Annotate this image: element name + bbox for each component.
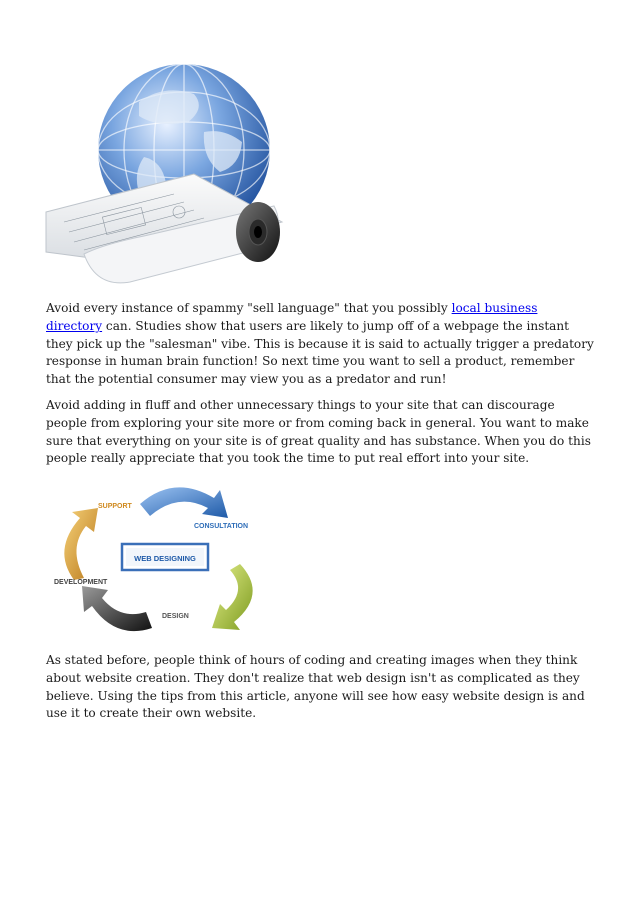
blue-arrow-icon — [140, 487, 228, 518]
web-design-cycle-diagram — [44, 478, 276, 638]
local-business-directory-link[interactable]: local business directory — [46, 301, 538, 333]
dark-arrow-icon — [82, 586, 152, 631]
green-arrow-icon — [212, 564, 253, 630]
design-label: DESIGN — [162, 613, 189, 620]
orange-arrow-icon — [64, 508, 98, 580]
paragraph-1-text-after: can. Studies show that users are likely to jump off of a webpage the instant they pick up the "salesman" vibe. This is because it is said to actually trigger a predatory response in human brain function! So next time you want to sell a product, remember that the potential consumer may view you as a predator and run! — [46, 318, 594, 387]
paragraph-3: As stated before, people think of hours of coding and creating images when they think about website creation. They don't realize that web design isn't as complicated as they believe. Using the tips from this article, anyone will see how easy website design is and use it to create their own website. — [46, 653, 585, 721]
web-designing-label: WEB DESIGNING — [134, 554, 196, 563]
support-label: SUPPORT — [98, 503, 132, 510]
paragraph-2: Avoid adding in fluff and other unnecessary things to your site that can discourage people from exploring your site more or from coming back in general. You want to make sure that everything on your site is of great quality and has substance. When you do this people really appreciate that you took the time to put real effort into your site. — [46, 398, 591, 466]
paragraph-1 — [46, 300, 594, 389]
paragraph-1-text-before: Avoid every instance of spammy "sell language" that you possibly — [46, 301, 452, 315]
globe-blueprint-image — [44, 62, 294, 284]
development-label: DEVELOPMENT — [54, 579, 108, 586]
consultation-label: CONSULTATION — [194, 523, 249, 530]
